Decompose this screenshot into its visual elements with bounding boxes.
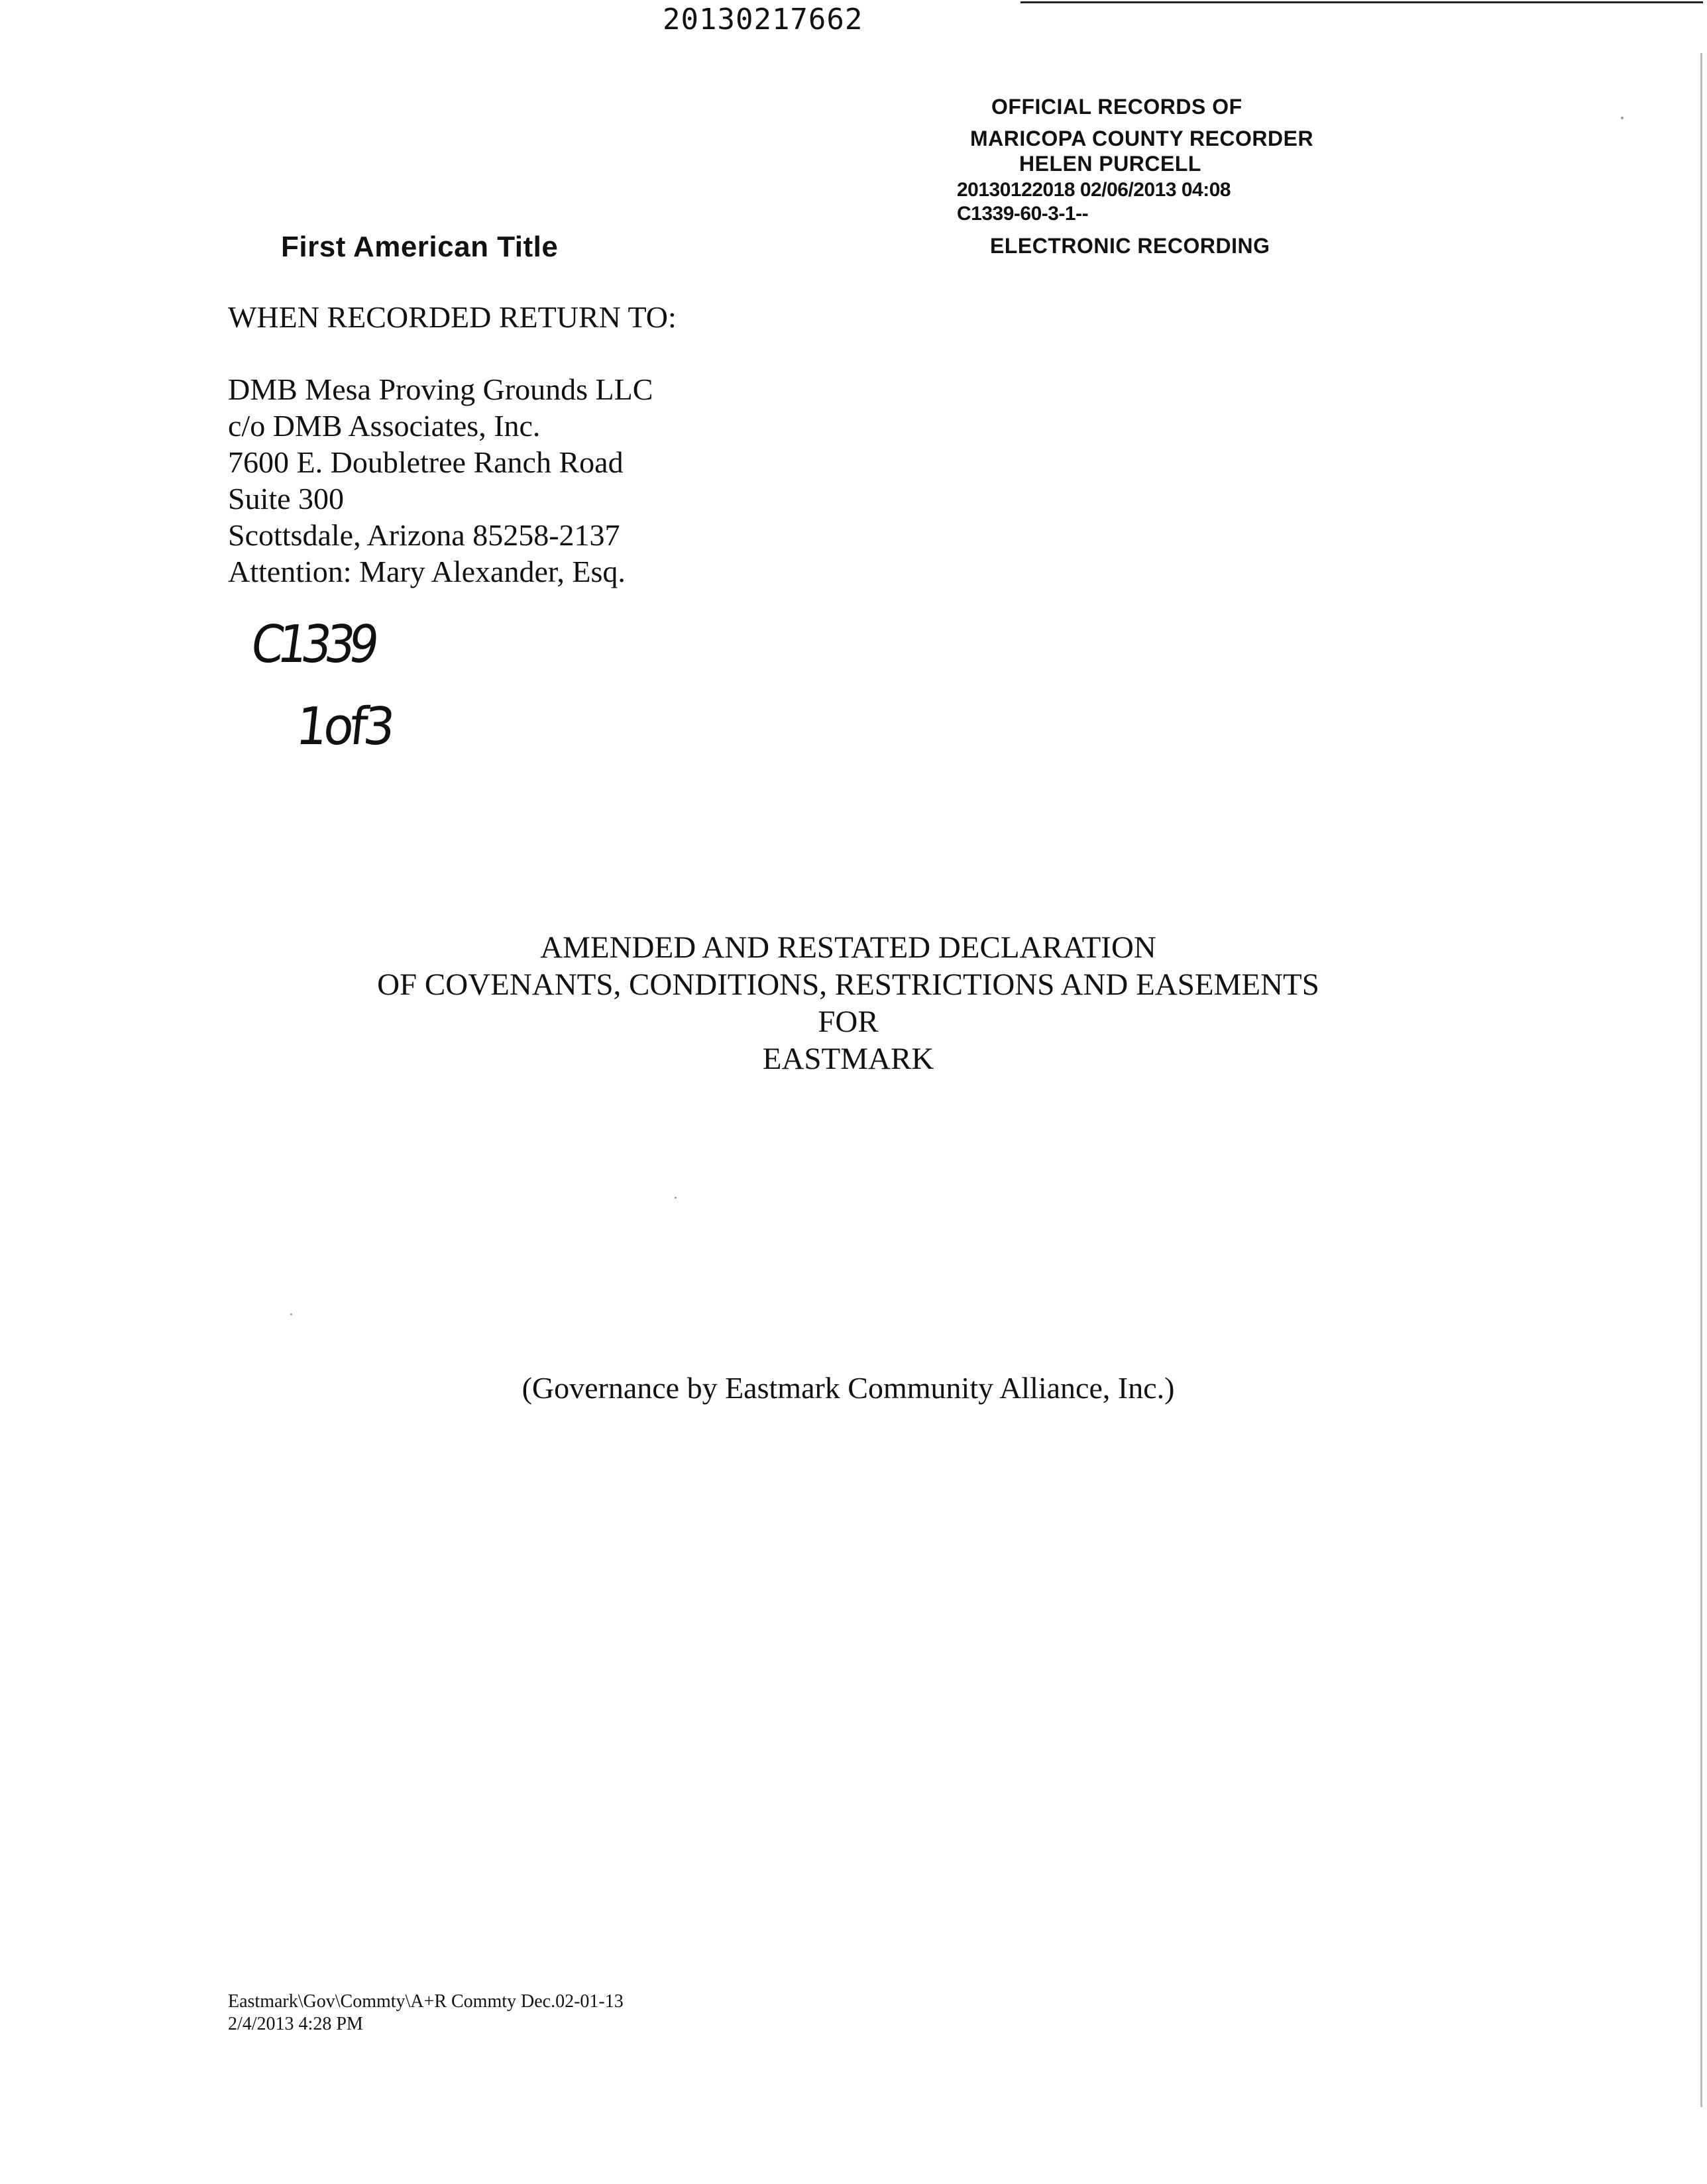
scan-speck bbox=[675, 1197, 677, 1199]
title-company-label: First American Title bbox=[281, 231, 559, 263]
footer-timestamp: 2/4/2013 4:28 PM bbox=[228, 2014, 363, 2034]
address-line: 7600 E. Doubletree Ranch Road bbox=[228, 445, 624, 479]
title-line: EASTMARK bbox=[762, 1042, 934, 1076]
address-line: c/o DMB Associates, Inc. bbox=[228, 409, 541, 443]
stamp-line: OFFICIAL RECORDS OF bbox=[991, 95, 1242, 119]
stamp-line: MARICOPA COUNTY RECORDER bbox=[970, 127, 1314, 150]
title-line: OF COVENANTS, CONDITIONS, RESTRICTIONS AND EASEMENTS bbox=[377, 967, 1319, 1002]
governance-note: (Governance by Eastmark Community Alliance, Inc.) bbox=[522, 1371, 1175, 1405]
scan-edge-line bbox=[1700, 53, 1702, 2107]
address-line: Suite 300 bbox=[228, 482, 345, 516]
stamp-line: HELEN PURCELL bbox=[1019, 152, 1201, 176]
handwritten-note: C1339 bbox=[247, 615, 377, 675]
scan-edge-line bbox=[1020, 1, 1703, 3]
address-line: DMB Mesa Proving Grounds LLC bbox=[228, 372, 653, 406]
document-number: 20130217662 bbox=[663, 3, 863, 36]
footer bbox=[228, 1991, 624, 2036]
stamp-line: 20130122018 02/06/2013 04:08 bbox=[957, 179, 1231, 201]
return-to-heading: WHEN RECORDED RETURN TO: bbox=[228, 300, 677, 334]
stamp-line: C1339-60-3-1-- bbox=[957, 203, 1089, 225]
title-line: FOR bbox=[818, 1005, 879, 1039]
document-title bbox=[0, 929, 1696, 1077]
scan-speck bbox=[290, 1313, 292, 1315]
title-line: AMENDED AND RESTATED DECLARATION bbox=[540, 930, 1156, 965]
handwritten-note: 1of3 bbox=[293, 697, 394, 757]
address-line: Attention: Mary Alexander, Esq. bbox=[228, 555, 626, 588]
footer-file-path: Eastmark\Gov\Commty\A+R Commty Dec.02-01-13 bbox=[228, 1991, 624, 2012]
scan-speck bbox=[1621, 117, 1624, 119]
stamp-line: ELECTRONIC RECORDING bbox=[990, 234, 1270, 258]
address-line: Scottsdale, Arizona 85258-2137 bbox=[228, 518, 620, 552]
return-address-block bbox=[228, 371, 653, 590]
